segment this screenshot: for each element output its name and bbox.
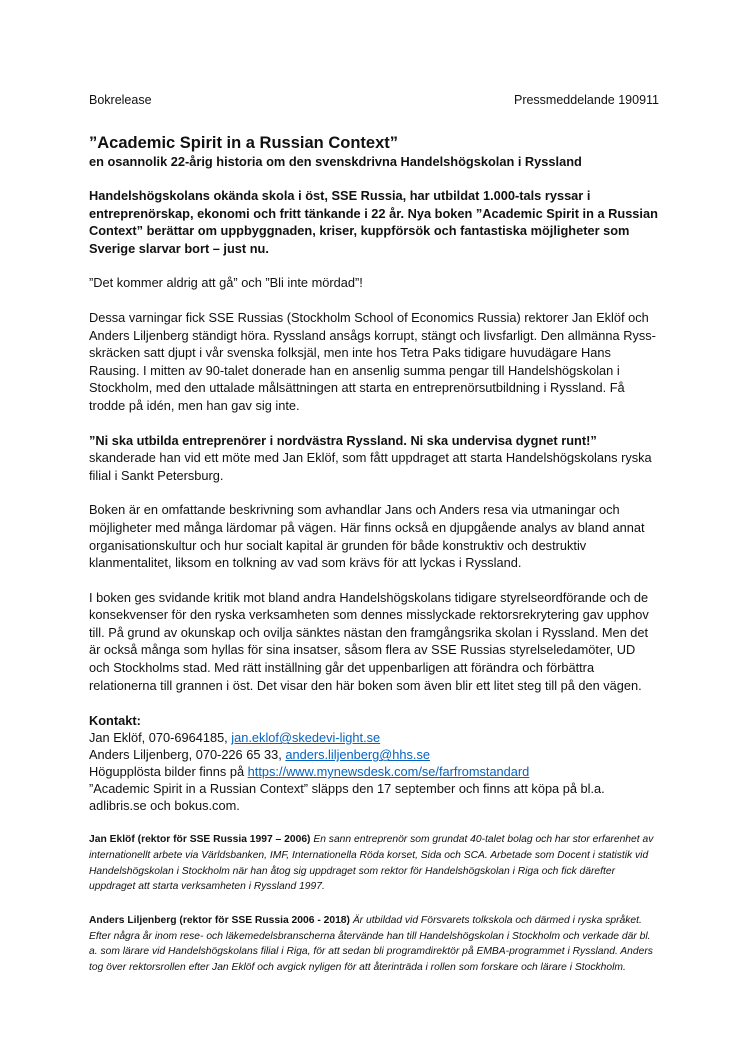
- contact-jan: [89, 729, 659, 746]
- bio-jan: [89, 832, 659, 895]
- contact-anders-text: Anders Liljenberg, 070-226 65 33,: [89, 747, 286, 763]
- contact-images: [89, 763, 659, 780]
- jan-email-link[interactable]: jan.eklof@skedevi-light.se: [231, 730, 381, 746]
- mynewsdesk-link[interactable]: https://www.mynewsdesk.com/se/farfromstandard: [247, 764, 530, 780]
- contact-heading: Kontakt:: [89, 713, 141, 729]
- bio-jan-name: Jan Eklöf (rektor för SSE Russia 1997 – 2006): [89, 834, 311, 846]
- contact-jan-text: Jan Eklöf, 070-6964185,: [89, 730, 232, 746]
- paragraph-3: Boken är en omfattande beskrivning som avhandlar Jans och Anders resa via utmaningar och möjligheter med många lärdomar på vägen. Här finns också en djupgående analys av bland annat organisationskultur och hur socialt kapital är grunden för både konstruktiv och destruktiv klanmentalitet, liksom en tolkning av vad som krävs för att lyckas i Ryssland.: [89, 502, 645, 571]
- anders-email-link[interactable]: anders.liljenberg@hhs.se: [285, 747, 430, 763]
- document-title: ”Academic Spirit in a Russian Context”: [89, 134, 398, 152]
- lead-paragraph: Handelshögskolans okända skola i öst, SSE Russia, har utbildat 1.000-tals ryssar i entreprenörskap, ekonomi och fritt tänkande i 22 år. Nya boken ”Academic Spirit in a Russian Context” berättar om uppbyggnaden, kriser, kuppförsök och fantastiska möjligheter som Sverige slarvar bort – just nu.: [89, 188, 658, 256]
- header-press-release-number: Pressmeddelande 190911: [513, 93, 659, 107]
- paragraph-2-rest: skanderade han vid ett möte med Jan Eklöf, som fått uppdraget att starta Handelshögskolans ryska filial i Sankt Petersburg.: [89, 450, 652, 483]
- press-release-page: [89, 88, 659, 976]
- rausing-quote: ”Ni ska utbilda entreprenörer i nordvästra Ryssland. Ni ska undervisa dygnet runt!”: [89, 432, 597, 448]
- bio-anders: [89, 913, 659, 976]
- header-label: Bokrelease: [89, 93, 152, 107]
- document-header: [89, 92, 659, 108]
- bio-jan-text: En sann entreprenör som grundat 40-talet bolag och har stor erfarenhet av internationellt arbete via Världsbanken, IMF, Internationella Röda korset, Sida och SCA. Arbetade som Docent i statistik vid Handelshögskolan i Stockholm när han åtog sig uppdraget som rektor för Handelshögskolan i Riga och fick därefter uppdraget att starta verksamheten i Ryssland 1997.: [89, 834, 654, 893]
- paragraph-2: [89, 432, 659, 485]
- bio-anders-name: Anders Liljenberg (rektor för SSE Russia 2006 - 2018): [89, 915, 350, 927]
- contact-anders: [89, 746, 659, 763]
- quote-intro: ”Det kommer aldrig att gå” och ”Bli inte mördad”!: [89, 275, 363, 291]
- paragraph-1: Dessa varningar fick SSE Russias (Stockholm School of Economics Russia) rektorer Jan Eklöf och Anders Liljenberg ständigt höra. Ryssland ansågs korrupt, stängt och livsfarligt. Den allmänna Ryss-skräcken satt djupt i vår svenska folksjäl, men inte hos Tetra Paks tidigare huvudägare Hans Rausing. I mitten av 90-talet donerade han en ansenlig summa pengar till Handelshögskolan i Stockholm, med den uttalade målsättningen att starta en entreprenörsutbildning i Ryssland. Få trodde på idén, men han gav sig inte.: [89, 309, 656, 413]
- document-subtitle: en osannolik 22-årig historia om den svenskdrivna Handelshögskolan i Ryssland: [89, 154, 582, 169]
- bio-anders-text: Är utbildad vid Försvarets tolkskola och därmed i ryska språket. Efter några år inom rese- och läkemedelsbranscherna återvände han till Handelshögskolan i Stockholm och verkade där bl. a. som lärare vid Handelshögskolans filial i Riga, för att sedan bli programdirektör på EMBA-programmet i Ryssland. Anders tog över rektorsrollen efter Jan Eklöf och avgick nyligen för att återinträda i rollen som forskare och lärare i Stockholm.: [89, 915, 653, 974]
- contact-images-text: Högupplösta bilder finns på: [89, 764, 248, 780]
- paragraph-4: I boken ges svidande kritik mot bland andra Handelshögskolans tidigare styrelseordförande och de konsekvenser för den ryska verksamheten som dennes misslyckade rektorsrekrytering gav upphov till. På grund av okunskap och ovilja sänktes nästan den framgångsrika skolan i Ryssland. Men det är också många som hyllas för sina insatser, såsom flera av SSE Russias styrelseledamöter, UD och Stockholms stad. Med rätt inställning går det uppenbarligen att förändra och förbättra relationerna till grannen i öst. Det visar den här boken som även blir ett litet steg till på den vägen.: [89, 589, 649, 693]
- release-info: ”Academic Spirit in a Russian Context” släpps den 17 september och finns att köpa på bl.a. adlibris.se och bokus.com.: [89, 781, 605, 814]
